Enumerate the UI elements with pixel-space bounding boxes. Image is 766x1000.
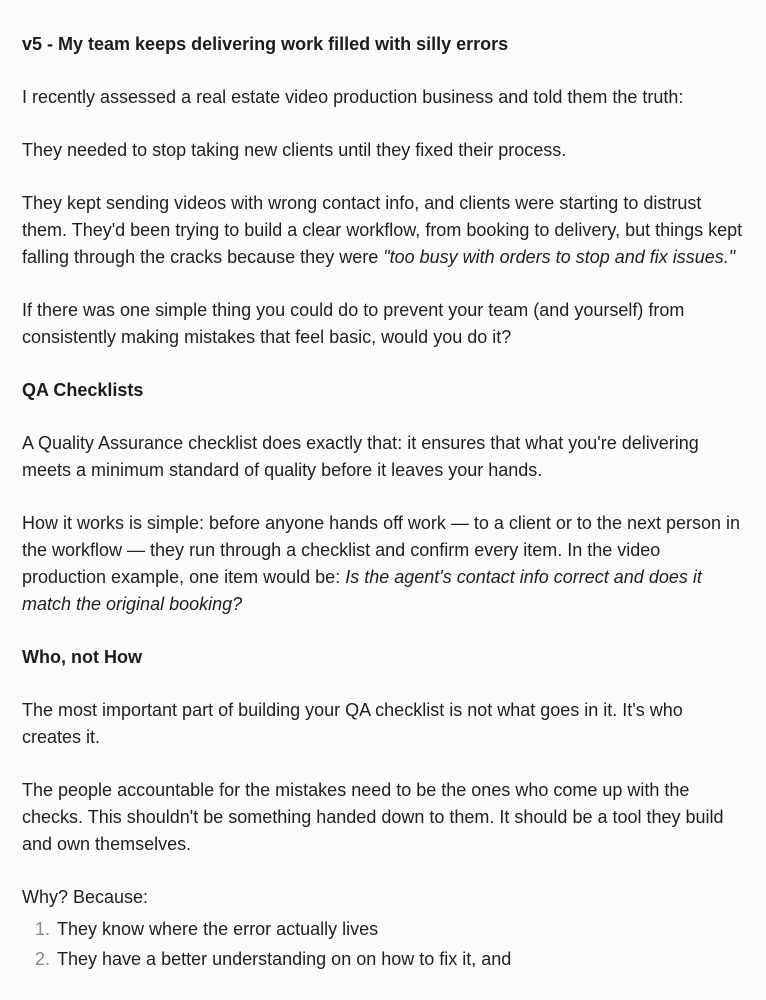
paragraph-problem-text: They kept sending videos with wrong contact info, and clients were starting to distrust them. They'd been trying to build a clear workflow, from booking to delivery, but things kept falling through the cracks because they were	[22, 193, 743, 267]
paragraph-how-it-works-text: How it works is simple: before anyone hands off work — to a client or to the next person in the workflow — they run through a checklist and confirm every item. In the video production example, one item would be:	[22, 513, 741, 587]
paragraph-example-item: Is the agent's contact info correct and does it match the original booking?	[22, 567, 702, 614]
paragraph-who-creates: The most important part of building your QA checklist is not what goes in it. It's who creates it.	[22, 700, 683, 747]
list-item-number: 2.	[35, 949, 51, 969]
list-item-text: They have a better understanding on on how to fix it, and	[57, 949, 512, 969]
paragraph-qa-definition: A Quality Assurance checklist does exactly that: it ensures that what you're delivering meets a minimum standard of quality before it leaves your hands.	[22, 433, 699, 480]
paragraph-how-it-works	[22, 510, 744, 618]
list-item-text: They know where the error actually lives	[57, 919, 379, 939]
paragraph-intro: I recently assessed a real estate video production business and told them the truth:	[22, 87, 684, 107]
paragraph-stop-taking-clients: They needed to stop taking new clients until they fixed their process.	[22, 140, 567, 160]
article-title: v5 - My team keeps delivering work filled with silly errors	[22, 34, 509, 54]
paragraph-question: If there was one simple thing you could do to prevent your team (and yourself) from consistently making mistakes that feel basic, would you do it?	[22, 300, 685, 347]
section-heading-qa: QA Checklists	[22, 380, 144, 400]
list-item	[35, 944, 744, 974]
paragraph-why: Why? Because:	[22, 887, 149, 907]
list-item	[35, 914, 744, 944]
paragraph-problem	[22, 190, 744, 271]
reasons-list	[22, 914, 744, 974]
section-heading-who: Who, not How	[22, 647, 142, 667]
paragraph-problem-quote: "too busy with orders to stop and fix issues."	[383, 247, 736, 267]
list-item-number: 1.	[35, 919, 51, 939]
paragraph-accountable: The people accountable for the mistakes need to be the ones who come up with the checks. This shouldn't be something handed down to them. It should be a tool they build and own themselves.	[22, 780, 724, 854]
